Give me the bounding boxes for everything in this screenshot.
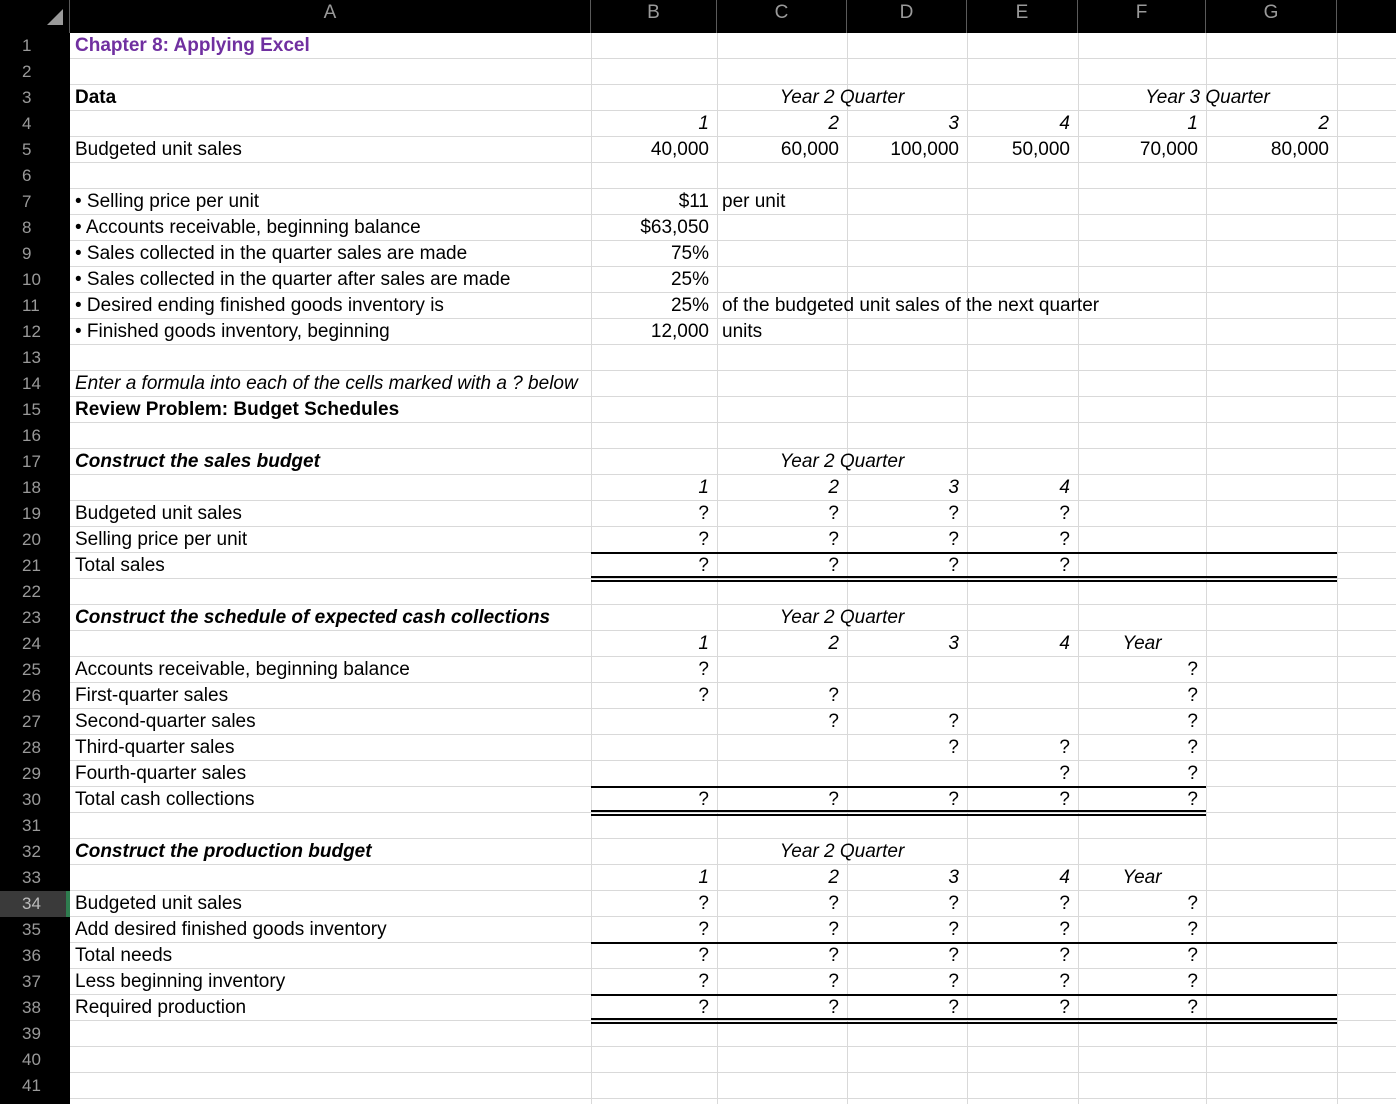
row-header-38[interactable]: 38: [22, 998, 41, 1017]
year2-quarter-label[interactable]: Year 2 Quarter: [779, 87, 905, 108]
production-formula-cell[interactable]: ?: [1187, 997, 1198, 1018]
cash-formula-cell[interactable]: ?: [1187, 659, 1198, 680]
row-header-15[interactable]: 15: [22, 400, 41, 419]
production-formula-cell[interactable]: ?: [828, 945, 839, 966]
row-header-2[interactable]: 2: [22, 62, 32, 81]
select-all-icon: [47, 9, 63, 25]
row-header-3[interactable]: 3: [22, 88, 32, 107]
production-formula-cell[interactable]: ?: [1187, 945, 1198, 966]
production-quarter-number[interactable]: 2: [828, 867, 839, 888]
row-header-35[interactable]: 35: [22, 920, 41, 939]
production-formula-cell[interactable]: ?: [1187, 919, 1198, 940]
row-header-11[interactable]: 11: [22, 296, 40, 315]
cash-formula-cell[interactable]: ?: [1187, 763, 1198, 784]
cash-quarter-number[interactable]: 2: [828, 633, 839, 654]
column-header-d[interactable]: D: [847, 0, 967, 33]
production-year-label[interactable]: Year: [1122, 867, 1162, 888]
sales-formula-cell[interactable]: ?: [698, 503, 709, 524]
row-header-27[interactable]: 27: [22, 712, 41, 731]
cash-formula-cell[interactable]: ?: [698, 659, 709, 680]
cash-row-label[interactable]: Fourth-quarter sales: [75, 763, 247, 784]
column-header-g[interactable]: G: [1206, 0, 1337, 33]
assumption-label[interactable]: • Sales collected in the quarter after sales are made: [75, 269, 511, 290]
production-formula-cell[interactable]: ?: [698, 997, 709, 1018]
row-header-10[interactable]: 10: [22, 270, 41, 289]
assumption-value[interactable]: 75%: [670, 243, 709, 264]
sales-formula-cell[interactable]: ?: [698, 529, 709, 550]
production-required-double-border: [591, 1022, 1337, 1024]
row-header-13[interactable]: 13: [22, 348, 41, 367]
sales-formula-cell[interactable]: ?: [828, 555, 839, 576]
row-header-20[interactable]: 20: [22, 530, 41, 549]
budgeted-unit-sales-value[interactable]: 100,000: [890, 139, 959, 160]
row-header-19[interactable]: 19: [22, 504, 41, 523]
sales-quarter-number[interactable]: 1: [698, 477, 709, 498]
row-header-34[interactable]: 34: [0, 891, 70, 917]
column-header-bar: [0, 0, 1396, 33]
assumption-label[interactable]: • Selling price per unit: [75, 191, 260, 212]
row-header-23[interactable]: 23: [22, 608, 41, 627]
sales-formula-cell[interactable]: ?: [948, 503, 959, 524]
cash-formula-cell[interactable]: ?: [948, 789, 959, 810]
column-header-a[interactable]: A: [70, 0, 591, 33]
column-header-b[interactable]: B: [591, 0, 717, 33]
sales-row-label[interactable]: Selling price per unit: [75, 529, 248, 550]
gridline-vertical: [1337, 33, 1338, 1104]
production-formula-cell[interactable]: ?: [1059, 945, 1070, 966]
cash-quarter-number[interactable]: 4: [1059, 633, 1070, 654]
cash-formula-cell[interactable]: ?: [698, 789, 709, 810]
data-heading[interactable]: Data: [75, 87, 117, 108]
cash-formula-cell[interactable]: ?: [1187, 789, 1198, 810]
row-header-26[interactable]: 26: [22, 686, 41, 705]
production-formula-cell[interactable]: ?: [948, 945, 959, 966]
cash-formula-cell[interactable]: ?: [1059, 763, 1070, 784]
row-header-37[interactable]: 37: [22, 972, 41, 991]
cash-year-label[interactable]: Year: [1122, 633, 1162, 654]
gridline-horizontal: [70, 1046, 1396, 1047]
row-header-40[interactable]: 40: [22, 1050, 41, 1069]
production-formula-cell[interactable]: ?: [1059, 971, 1070, 992]
assumption-label[interactable]: • Desired ending finished goods inventory is: [75, 295, 444, 316]
sales-quarter-number[interactable]: 3: [948, 477, 959, 498]
cash-row-label[interactable]: Second-quarter sales: [75, 711, 256, 732]
production-formula-cell[interactable]: ?: [828, 971, 839, 992]
sales-quarter-number[interactable]: 4: [1059, 477, 1070, 498]
production-row-label[interactable]: Add desired finished goods inventory: [75, 919, 387, 940]
assumption-value[interactable]: 25%: [670, 295, 709, 316]
row-header-30[interactable]: 30: [22, 790, 41, 809]
budgeted-unit-sales-label[interactable]: Budgeted unit sales: [75, 139, 242, 160]
assumption-value[interactable]: 12,000: [650, 321, 709, 342]
production-formula-cell[interactable]: ?: [948, 971, 959, 992]
cash-formula-cell[interactable]: ?: [948, 737, 959, 758]
sales-total-double-border: [591, 576, 1337, 578]
quarter-number[interactable]: 4: [1059, 113, 1070, 134]
cash-formula-cell[interactable]: ?: [948, 711, 959, 732]
sales-budget-heading[interactable]: Construct the sales budget: [75, 451, 320, 472]
cash-row-label[interactable]: Third-quarter sales: [75, 737, 235, 758]
assumption-label[interactable]: • Accounts receivable, beginning balance: [75, 217, 421, 238]
production-formula-cell[interactable]: ?: [1059, 893, 1070, 914]
row-header-32[interactable]: 32: [22, 842, 41, 861]
production-formula-cell[interactable]: ?: [698, 893, 709, 914]
sales-quarter-number[interactable]: 2: [828, 477, 839, 498]
budgeted-unit-sales-value[interactable]: 60,000: [780, 139, 839, 160]
row-header-39[interactable]: 39: [22, 1024, 41, 1043]
row-header-14[interactable]: 14: [22, 374, 41, 393]
quarter-number[interactable]: 1: [1187, 113, 1198, 134]
production-quarter-number[interactable]: 1: [698, 867, 709, 888]
assumption-note[interactable]: per unit: [722, 191, 786, 212]
column-header-e[interactable]: E: [967, 0, 1078, 33]
quarter-number[interactable]: 1: [698, 113, 709, 134]
production-formula-cell[interactable]: ?: [698, 945, 709, 966]
row-header-7[interactable]: 7: [22, 192, 32, 211]
budgeted-unit-sales-value[interactable]: 50,000: [1011, 139, 1070, 160]
row-header-33[interactable]: 33: [22, 868, 41, 887]
row-header-25[interactable]: 25: [22, 660, 41, 679]
cash-year2-quarter-label[interactable]: Year 2 Quarter: [779, 607, 905, 628]
row-header-18[interactable]: 18: [22, 478, 41, 497]
row-header-41[interactable]: 41: [22, 1076, 41, 1095]
production-formula-cell[interactable]: ?: [1187, 893, 1198, 914]
assumption-note[interactable]: units: [722, 321, 763, 342]
row-header-6[interactable]: 6: [22, 166, 32, 185]
sales-total-double-border: [591, 580, 1337, 582]
assumption-label[interactable]: • Finished goods inventory, beginning: [75, 321, 390, 342]
cash-formula-cell[interactable]: ?: [1187, 685, 1198, 706]
row-header-29[interactable]: 29: [22, 764, 41, 783]
production-formula-cell[interactable]: ?: [828, 919, 839, 940]
quarter-number[interactable]: 2: [828, 113, 839, 134]
production-row-label[interactable]: Total needs: [75, 945, 173, 966]
production-formula-cell[interactable]: ?: [1187, 971, 1198, 992]
gridline-horizontal: [70, 1098, 1396, 1099]
production-budget-heading[interactable]: Construct the production budget: [75, 841, 372, 862]
sales-total-border: [591, 552, 1337, 554]
row-header-16[interactable]: 16: [22, 426, 41, 445]
sales-formula-cell[interactable]: ?: [698, 555, 709, 576]
production-required-double-border: [591, 1018, 1337, 1020]
column-header-f[interactable]: F: [1078, 0, 1206, 33]
row-header-bar: [0, 33, 70, 1104]
sales-formula-cell[interactable]: ?: [828, 529, 839, 550]
assumption-value[interactable]: $11: [678, 191, 709, 212]
sales-formula-cell[interactable]: ?: [1059, 503, 1070, 524]
row-header-5[interactable]: 5: [22, 140, 32, 159]
production-year2-quarter-label[interactable]: Year 2 Quarter: [779, 841, 905, 862]
cash-total-border: [591, 786, 1206, 788]
column-header-c[interactable]: C: [717, 0, 847, 33]
cash-formula-cell[interactable]: ?: [1187, 737, 1198, 758]
production-row-label[interactable]: Less beginning inventory: [75, 971, 286, 992]
row-header-22[interactable]: 22: [22, 582, 41, 601]
sales-formula-cell[interactable]: ?: [828, 503, 839, 524]
production-formula-cell[interactable]: ?: [1059, 997, 1070, 1018]
production-formula-cell[interactable]: ?: [1059, 919, 1070, 940]
row-header-31[interactable]: 31: [22, 816, 41, 835]
sheet-title[interactable]: Chapter 8: Applying Excel: [75, 35, 310, 56]
row-header-28[interactable]: 28: [22, 738, 41, 757]
sales-formula-cell[interactable]: ?: [1059, 529, 1070, 550]
cash-formula-cell[interactable]: ?: [828, 685, 839, 706]
sales-formula-cell[interactable]: ?: [948, 555, 959, 576]
assumption-value[interactable]: $63,050: [640, 217, 709, 238]
cash-total-double-border: [591, 810, 1206, 812]
production-quarter-number[interactable]: 4: [1059, 867, 1070, 888]
production-formula-cell[interactable]: ?: [698, 919, 709, 940]
select-all-button[interactable]: [0, 0, 70, 33]
cash-formula-cell[interactable]: ?: [1187, 711, 1198, 732]
cash-row-label[interactable]: Accounts receivable, beginning balance: [75, 659, 410, 680]
sales-row-label[interactable]: Total sales: [75, 555, 165, 576]
cash-formula-cell[interactable]: ?: [1059, 789, 1070, 810]
quarter-number[interactable]: 3: [948, 113, 959, 134]
production-formula-cell[interactable]: ?: [828, 893, 839, 914]
cash-formula-cell[interactable]: ?: [1059, 737, 1070, 758]
budgeted-unit-sales-value[interactable]: 80,000: [1270, 139, 1329, 160]
production-formula-cell[interactable]: ?: [828, 997, 839, 1018]
row-header-21[interactable]: 21: [22, 556, 41, 575]
instruction-text[interactable]: Enter a formula into each of the cells marked with a ? below: [75, 373, 578, 394]
gridline-horizontal: [70, 1072, 1396, 1073]
cash-formula-cell[interactable]: ?: [828, 789, 839, 810]
sales-row-label[interactable]: Budgeted unit sales: [75, 503, 242, 524]
production-formula-cell[interactable]: ?: [948, 997, 959, 1018]
production-row-label[interactable]: Required production: [75, 997, 247, 1018]
cash-quarter-number[interactable]: 3: [948, 633, 959, 654]
cash-formula-cell[interactable]: ?: [828, 711, 839, 732]
row-header-36[interactable]: 36: [22, 946, 41, 965]
production-formula-cell[interactable]: ?: [948, 893, 959, 914]
row-header-17[interactable]: 17: [22, 452, 41, 471]
production-row-label[interactable]: Budgeted unit sales: [75, 893, 242, 914]
production-formula-cell[interactable]: ?: [698, 971, 709, 992]
budgeted-unit-sales-value[interactable]: 70,000: [1139, 139, 1198, 160]
row-header-24[interactable]: 24: [22, 634, 41, 653]
assumption-note[interactable]: of the budgeted unit sales of the next quarter: [722, 295, 1100, 316]
production-formula-cell[interactable]: ?: [948, 919, 959, 940]
sales-formula-cell[interactable]: ?: [1059, 555, 1070, 576]
row-header-8[interactable]: 8: [22, 218, 32, 237]
row-header-9[interactable]: 9: [22, 244, 32, 263]
cash-row-label[interactable]: Total cash collections: [75, 789, 255, 810]
row-header-12[interactable]: 12: [22, 322, 41, 341]
assumption-label[interactable]: • Sales collected in the quarter sales are made: [75, 243, 468, 264]
budgeted-unit-sales-value[interactable]: 40,000: [650, 139, 709, 160]
production-quarter-number[interactable]: 3: [948, 867, 959, 888]
row-header-1[interactable]: 1: [22, 36, 32, 55]
sales-year2-quarter-label[interactable]: Year 2 Quarter: [779, 451, 905, 472]
quarter-number[interactable]: 2: [1318, 113, 1329, 134]
cash-total-double-border: [591, 814, 1206, 816]
cash-row-label[interactable]: First-quarter sales: [75, 685, 229, 706]
row-header-4[interactable]: 4: [22, 114, 32, 133]
cash-collections-heading[interactable]: Construct the schedule of expected cash collections: [75, 607, 551, 628]
review-problem-heading[interactable]: Review Problem: Budget Schedules: [75, 399, 400, 420]
production-required-border: [591, 994, 1337, 996]
year3-quarter-label[interactable]: Year 3 Quarter: [1145, 87, 1270, 108]
assumption-value[interactable]: 25%: [670, 269, 709, 290]
sales-formula-cell[interactable]: ?: [948, 529, 959, 550]
cash-formula-cell[interactable]: ?: [698, 685, 709, 706]
production-total-needs-border: [591, 942, 1337, 944]
cash-quarter-number[interactable]: 1: [698, 633, 709, 654]
